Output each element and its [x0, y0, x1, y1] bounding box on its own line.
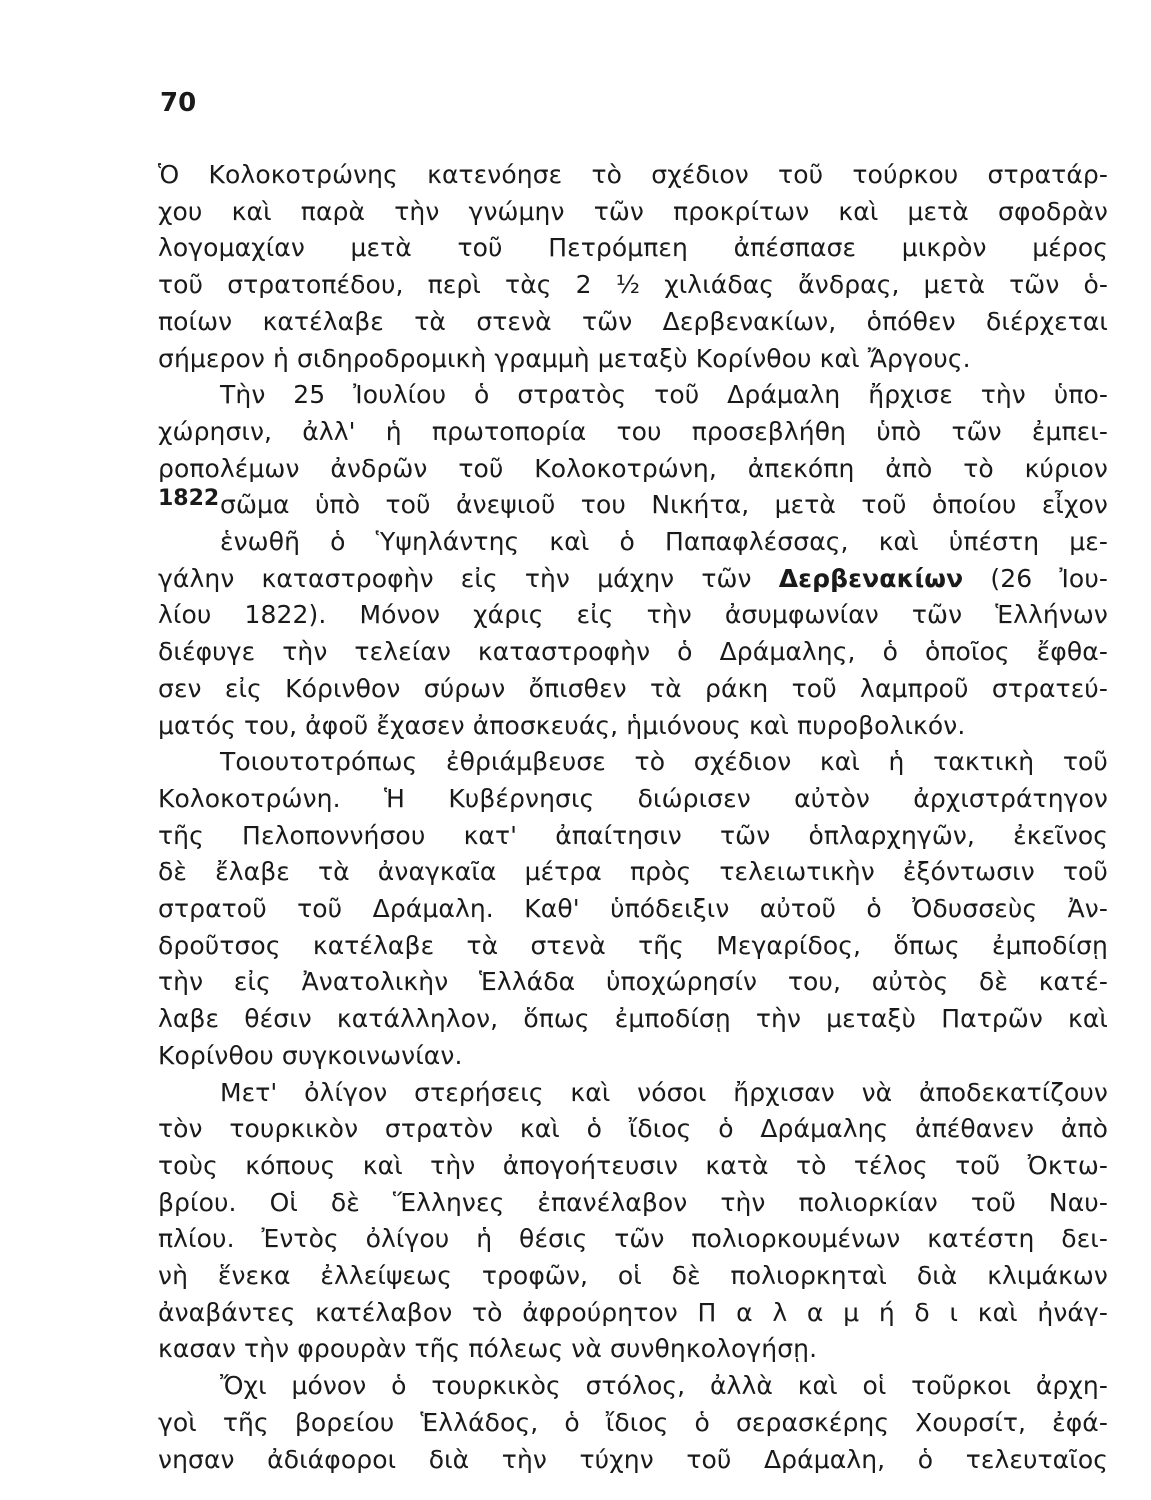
- text-line: [158, 302, 1108, 342]
- emphasized-place-name: Δερβενακίων: [778, 563, 964, 593]
- text-line: [158, 632, 1108, 672]
- text-line-content: λίου 1822). Μόνον χάρις εἰς τὴν ἀσυμφωνίαν τῶν Ἑλλήνων: [158, 600, 1108, 630]
- text-line-content: τοὺς κόπους καὶ τὴν ἀπογοήτευσιν κατὰ τὸ τέλος τοῦ Ὀκτω-: [158, 1150, 1108, 1180]
- text-line-content: Ὁ Κολοκοτρώνης κατενόησε τὸ σχέδιον τοῦ τούρκου στρατάρ-: [158, 160, 1108, 189]
- text-line: [158, 595, 1108, 635]
- text-line: [220, 742, 1108, 782]
- text-line: [158, 999, 1108, 1039]
- text-line-content: βρίου. Οἱ δὲ Ἕλληνες ἐπανέλαβον τὴν πολιορκίαν τοῦ Ναυ-: [158, 1187, 1108, 1217]
- text-line: [158, 816, 1108, 856]
- text-line: [158, 1146, 1108, 1186]
- text-line-content: πλίου. Ἐντὸς ὀλίγου ἡ θέσις τῶν πολιορκουμένων κατέστη δει-: [158, 1224, 1108, 1254]
- text-line-content: διέφυγε τὴν τελείαν καταστροφὴν ὁ Δράμαλης, ὁ ὁποῖος ἔφθα-: [158, 637, 1108, 667]
- text-line-content: δὲ ἔλαβε τὰ ἀναγκαῖα μέτρα πρὸς τελειωτικὴν ἐξόντωσιν τοῦ: [158, 857, 1108, 887]
- text-line: [158, 852, 1108, 892]
- text-line: [158, 1256, 1108, 1296]
- text-line-content: τῆς Πελοποννήσου κατ' ἀπαίτησιν τῶν ὁπλαρχηγῶν, ἐκεῖνος: [158, 820, 1108, 850]
- text-line: [158, 1036, 1108, 1076]
- text-line-content: νὴ ἕνεκα ἐλλείψεως τροφῶν, οἱ δὲ πολιορκηταὶ διὰ κλιμάκων: [158, 1261, 1108, 1290]
- text-line-content: Ὄχι μόνον ὁ τουρκικὸς στόλος, ἀλλὰ καὶ οἱ τοῦρκοι ἀρχη-: [220, 1371, 1108, 1401]
- text-line: [158, 669, 1108, 709]
- text-line-content: νησαν ἀδιάφοροι διὰ τὴν τύχην τοῦ Δράμαλη, ὁ τελευταῖος: [158, 1444, 1108, 1474]
- text-line-content: στρατοῦ τοῦ Δράμαλη. Καθ' ὑπόδειξιν αὐτοῦ ὁ Ὀδυσσεὺς Ἀν-: [158, 894, 1108, 923]
- text-line-content: τὸν τουρκικὸν στρατὸν καὶ ὁ ἴδιος ὁ Δράμαλης ἀπέθανεν ἀπὸ: [158, 1114, 1108, 1144]
- text-line: [158, 1329, 1108, 1369]
- text-line-content: ποίων κατέλαβε τὰ στενὰ τῶν Δερβενακίων, ὁπόθεν διέρχεται: [158, 306, 1108, 336]
- text-line: [158, 339, 1108, 379]
- text-line: [158, 1440, 1108, 1480]
- text-line: [158, 412, 1108, 452]
- text-line-content: ἀναβάντες κατέλαβον τὸ ἀφρούρητον Π α λ α μ ή δ ι καὶ ἠνάγ-: [158, 1297, 1108, 1327]
- text-line: [158, 1403, 1108, 1443]
- text-line-content: κασαν τὴν φρουρὰν τῆς πόλεως νὰ συνθηκολογήσῃ.: [158, 1334, 818, 1364]
- text-line: [158, 1219, 1108, 1259]
- text-line-content: τὴν εἰς Ἀνατολικὴν Ἑλλάδα ὑποχώρησίν του, αὐτὸς δὲ κατέ-: [158, 967, 1108, 997]
- text-line-content: Τὴν 25 Ἰουλίου ὁ στρατὸς τοῦ Δράμαλη ἤρχισε τὴν ὑπο-: [220, 380, 1108, 410]
- text-line: [158, 228, 1108, 268]
- text-line: [158, 559, 1108, 599]
- text-line: [158, 926, 1108, 966]
- text-line: [158, 1109, 1108, 1149]
- text-line-content: ἑνωθῆ ὁ Ὑψηλάντης καὶ ὁ Παπαφλέσσας, καὶ ὑπέστη με-: [220, 527, 1108, 556]
- text-line: [158, 265, 1108, 305]
- text-line: [158, 962, 1108, 1002]
- text-line: [158, 706, 1108, 746]
- text-line: [158, 449, 1108, 489]
- text-line: [220, 1366, 1108, 1406]
- text-line-content: γάλην καταστροφὴν εἰς τὴν μάχην τῶν: [158, 563, 779, 593]
- margin-year-note: 1822: [158, 486, 220, 511]
- text-line: [158, 779, 1108, 819]
- text-line-content: Τοιουτοτρόπως ἐθριάμβευσε τὸ σχέδιον καὶ ἡ τακτικὴ τοῦ: [220, 747, 1108, 777]
- text-line: [158, 192, 1108, 232]
- text-line-content: δροῦτσος κατέλαβε τὰ στενὰ τῆς Μεγαρίδος, ὅπως ἐμποδίσῃ: [158, 930, 1108, 960]
- text-line-content: Κολοκοτρώνη. Ἡ Κυβέρνησις διώρισεν αὐτὸν ἀρχιστράτηγον: [158, 783, 1108, 813]
- text-line: [220, 375, 1108, 415]
- text-line-content: σεν εἰς Κόρινθον σύρων ὄπισθεν τὰ ράκη τοῦ λαμπροῦ στρατεύ-: [158, 673, 1108, 703]
- text-line: [158, 1183, 1108, 1223]
- text-line-content: χου καὶ παρὰ τὴν γνώμην τῶν προκρίτων καὶ μετὰ σφοδρὰν: [158, 196, 1108, 226]
- text-line-tail: (26 Ἰου-: [963, 563, 1109, 593]
- text-line-content: σῶμα ὑπὸ τοῦ ἀνεψιοῦ του Νικήτα, μετὰ τοῦ ὁποίου εἶχον: [220, 490, 1108, 520]
- text-line: [220, 522, 1108, 562]
- text-line: [220, 1073, 1108, 1113]
- text-line: [220, 485, 1108, 525]
- text-line-content: ματός του, ἀφοῦ ἔχασεν ἀποσκευάς, ἡμιόνους καὶ πυροβολικόν.: [158, 710, 966, 740]
- text-line-content: χώρησιν, ἀλλ' ἡ πρωτοπορία του προσεβλήθη ὑπὸ τῶν ἐμπει-: [158, 416, 1108, 446]
- text-line-content: ροπολέμων ἀνδρῶν τοῦ Κολοκοτρώνη, ἀπεκόπη ἀπὸ τὸ κύριον: [158, 453, 1108, 483]
- text-line: [158, 155, 1108, 195]
- text-line-content: Μετ' ὀλίγον στερήσεις καὶ νόσοι ἤρχισαν νὰ ἀποδεκατίζουν: [220, 1077, 1108, 1107]
- text-line-content: σήμερον ἡ σιδηροδρομικὴ γραμμὴ μεταξὺ Κορίνθου καὶ Ἄργους.: [158, 343, 971, 373]
- page-number: 70: [160, 88, 197, 118]
- text-line-content: γοὶ τῆς βορείου Ἑλλάδος, ὁ ἴδιος ὁ σερασκέρης Χουρσίτ, ἐφά-: [158, 1407, 1108, 1437]
- text-line-content: λαβε θέσιν κατάλληλον, ὅπως ἐμποδίσῃ τὴν μεταξὺ Πατρῶν καὶ: [158, 1004, 1108, 1034]
- text-line-content: Κορίνθου συγκοινωνίαν.: [158, 1040, 463, 1070]
- text-line-content: τοῦ στρατοπέδου, περὶ τὰς 2 ½ χιλιάδας ἄνδρας, μετὰ τῶν ὁ-: [158, 270, 1108, 300]
- text-line-content: λογομαχίαν μετὰ τοῦ Πετρόμπεη ἀπέσπασε μικρὸν μέρος: [158, 233, 1108, 263]
- text-line: [158, 1293, 1108, 1333]
- text-line: [158, 889, 1108, 929]
